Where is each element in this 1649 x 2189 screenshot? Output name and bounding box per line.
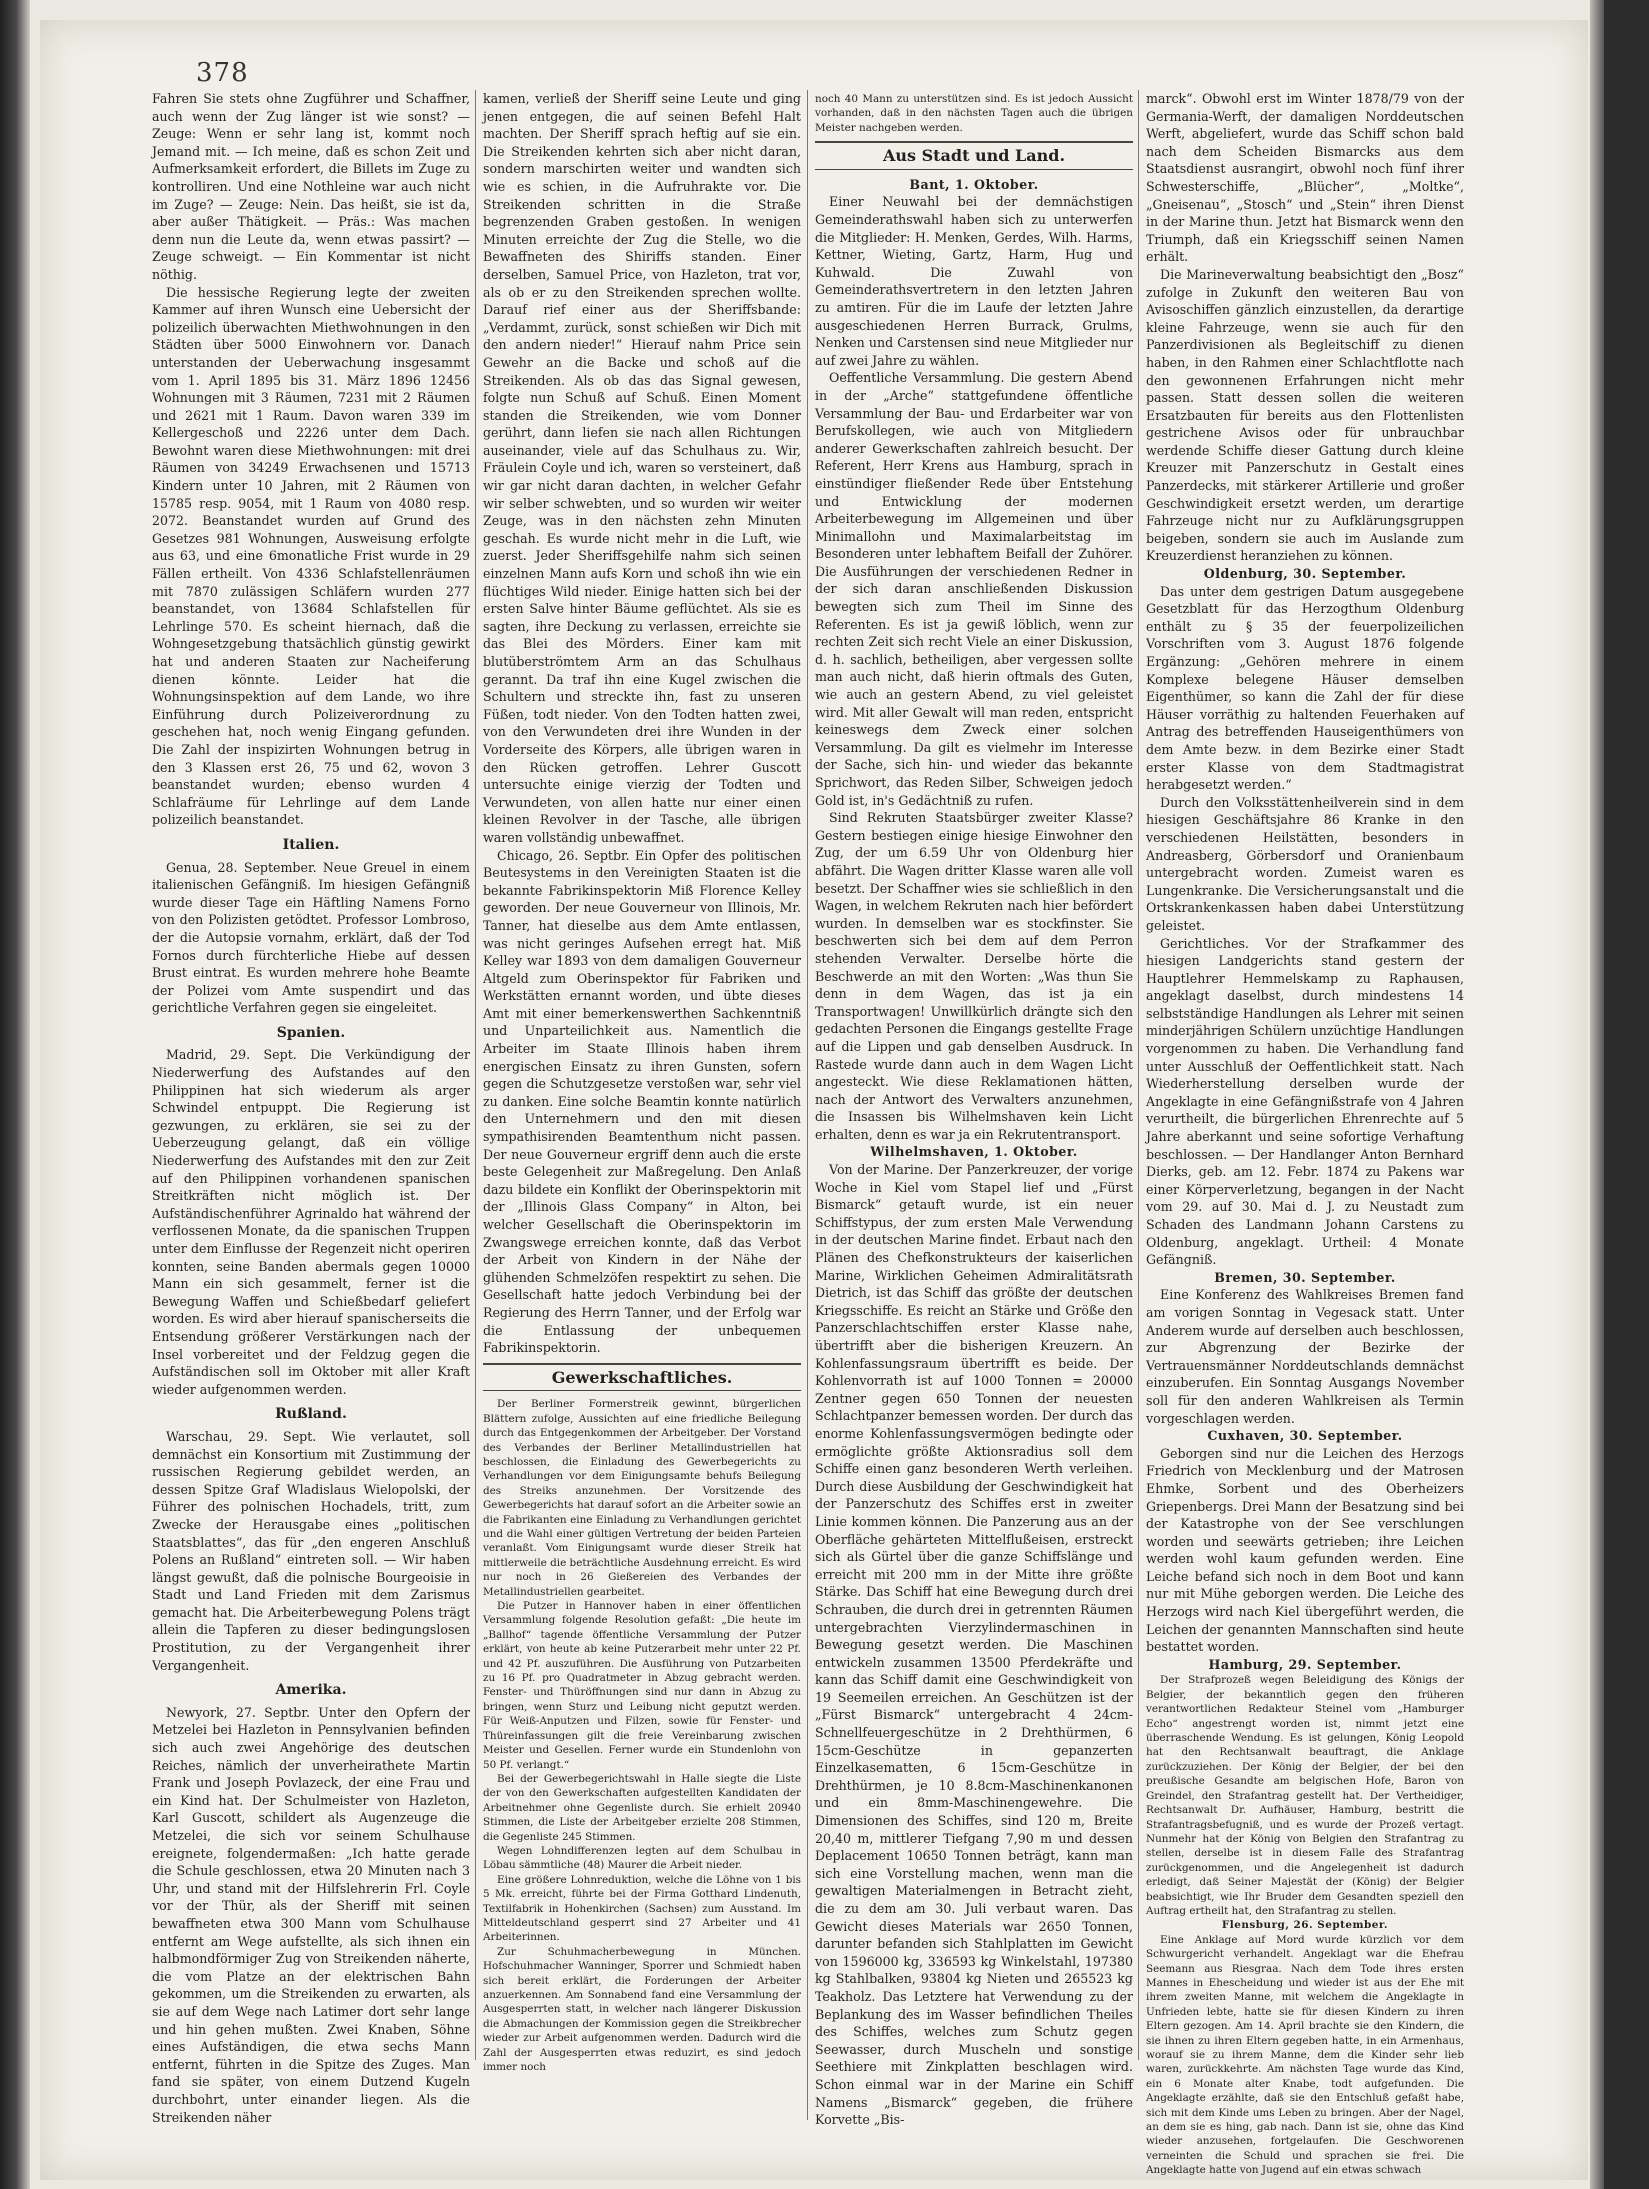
dateline: Bremen, 30. September. [1214, 1269, 1396, 1285]
article-text: Gerichtliches. Vor der Strafkammer des hiesigen Landgerichts stand gestern der Hauptlehrer Hemmelskamp zu Raphausen, angeklagt daselbst, durch mindestens 14 selbstständige Handlungen als Lehrer mit seinen minderjährigen Schülern unzüchtige Handlungen vorgenommen zu haben. Die Verhandlung fand unter Ausschluß der Oeffentlichkeit statt. Nach Wiederherstellung derselben wurde der Angeklagte in eine Gefängnißstrafe von 4 Jahren verurtheilt, die bürgerlichen Ehrenrechte auf 5 Jahre aberkannt und seine sofortige Verhaftung beschlossen. — Der Handlanger Anton Bernhard Dierks, geb. am 12. Febr. 1874 zu Pakens war einer Körperverletzung, begangen in der Nacht vom 29. auf 30. Mai d. J. zu Neustadt zum Schaden des Landmann Johann Carstens zu Oldenburg, angeklagt. Urtheil: 4 Monate Gefängniß. [1146, 935, 1464, 1268]
article-text: Oeffentliche Versammlung. Die gestern Abend in der „Arche“ stattgefundene öffentliche Versammlung der Bau- und Erdarbeiter war von Berufskollegen, wie auch von Mitgliedern anderer Gewerkschaften zahlreich besucht. Der Referent, Herr Krens aus Hamburg, sprach in einstündiger fließender Rede über Entstehung und Entwicklung der modernen Arbeiterbewegung im Allgemeinen und über Minimallohn und Maximalarbeitstag im Besonderen unter lebhaftem Beifall der Zuhörer. Die Ausführungen der verschiedenen Redner in der sich daran anschließenden Diskussion bewegten sich zum Theil im Sinne des Referenten. Es ist ja gewiß löblich, wenn zur rechten Zeit sich recht Viele an einer Diskussion, d. h. sachlich, betheiligen, aber vergessen sollte man auch nicht, daß hierin oftmals des Guten, wie auch an gestern Abend, zu viel geleistet wird. Mit aller Gewalt will man reden, entspricht keineswegs dem Zweck einer solchen Versammlung. Da gilt es vielmehr im Interesse der Sache, sich hin- und wieder das bekannte Sprichwort, das Reden Silber, Schweigen jedoch Gold ist, in's Gedächtniß zu rufen. [815, 370, 1133, 808]
dateline: Wilhelmshaven, 1. Oktober. [870, 1144, 1078, 1160]
article-text: Einer Neuwahl bei der demnächstigen Gemeinderathswahl haben sich zu unterwerfen die Mitglieder: H. Menken, Gerdes, Wilh. Harms, Kettner, Wieting, Gartz, Harm, Hug und Kuhwald. Die Zuwahl von Gemeinderathsvertretern in den letzten Jahren zu amtiren. Für die im Laufe der letzten Jahre ausgeschiedenen Herren Burrack, Grulms, Nenken und Carstensen sind neue Mitglieder nur auf zwei Jahre zu wählen. [815, 194, 1133, 368]
article-text: Die hessische Regierung legte der zweiten Kammer auf ihren Wunsch eine Uebersicht der polizeilich überwachten Miethwohnungen in den Städten über 5000 Einwohnern vor. Danach unterstanden der Ueberwachung insgesammt vom 1. April 1895 bis 31. März 1896 12456 Wohnungen mit 3 Räumen, 7231 mit 2 Räumen und 2621 mit 1 Raum. Davon waren 339 im Kellergeschoß und 2226 unter dem Dach. Bewohnt waren diese Miethwohnungen: mit drei Räumen von 34249 Erwachsenen und 15713 Kindern unter 10 Jahren, mit 2 Räumen von 15785 resp. 9054, mit 1 Raum von 4080 resp. 2072. Beanstandet wurden auf Grund des Gesetzes 981 Wohnungen, Ausweisung erfolgte aus 63, und eine 6monatliche Frist wurde in 29 Fällen ertheilt. Von 4336 Schlafstellenräumen mit 7870 zulässigen Schläfern wurden 277 beanstandet, von 13684 Schlafstellen für Lehrlinge 570. Es scheint hiernach, daß die Wohngesetzgebung thatsächlich günstig gewirkt hat und anderen Staaten zur Nacheiferung dienen könnte. Leider hat die Wohnungsinspektion auf dem Lande, wo ihre Einführung durch Polizeiverordnung zu geschehen hat, noch wenig Eingang gefunden. Die Zahl der inspizirten Wohnungen betrug in den 3 Klassen erst 26, 75 und 62, wovon 3 beanstandet wurden; ebenso wurden 4 Schlafräume für Lehrlinge auf dem Lande polizeilich beanstandet. [152, 284, 470, 828]
article-text: Zur Schuhmacherbewegung in München. Hofschuhmacher Wanninger, Sporrer und Schmiedt haben sich bereit erklärt, die Forderungen der Arbeiter anzuerkennen. Am Sonnabend fand eine Versammlung der Ausgesperrten statt, in welcher nach längerer Diskussion die Abmachungen der Kommission gegen die Streikbrecher wieder zur Arbeit aufgenommen werden. Dadurch wird die Zahl der Ausgesperrten etwas reduzirt, es sind jedoch immer noch [483, 1945, 801, 2074]
book-binding-shadow [0, 0, 30, 2189]
section-heading-gewerkschaftliches: Gewerkschaftliches. [483, 1363, 801, 1392]
dateline: Cuxhaven, 30. September. [1207, 1428, 1403, 1444]
section-heading-spanien: Spanien. [276, 1024, 346, 1041]
article-text: Genua, 28. September. Neue Greuel in einem italienischen Gefängniß. Im hiesigen Gefängniß wurde dieser Tage ein Häftling Namens Forno von den Polizisten getödtet. Professor Lombroso, der die Autopsie vornahm, erklärt, daß der Tod Fornos durch fürchterliche Hiebe auf dessen Brust eintrat. Es wurden mehrere hohe Beamte der Polizei vom Amte suspendirt und das gerichtliche Verfahren gegen sie eingeleitet. [152, 859, 470, 1016]
article-text: Fahren Sie stets ohne Zugführer und Schaffner, auch wenn der Zug länger ist wie sonst? — Zeuge: Wenn er sehr lang ist, kommt noch Jemand mit. — Ich meine, daß es schon Zeit und Aufmerksamkeit erfordert, die Billets im Zuge zu kontrolliren. Und eine Nothleine war auch nicht im Zuge? — Zeuge: Nein. Das heißt, sie ist da, aber außer Thätigkeit. — Präs.: Was machen denn nun die Leute da, wenn etwas passirt? — Zeuge schweigt. — Ein Kommentar ist nicht nöthig. [152, 91, 470, 282]
article-text: Durch den Volksstättenheilverein sind in dem hiesigen Geschäftsjahre 86 Kranke in den verschiedenen Heilstätten, besonders in Andreasberg, Görbersdorf und Oranienbaum untergebracht worden. Zumeist waren es Lungenkranke. Die Versicherungsanstalt und die Ortskrankenkassen haben dabei Unterstützung geleistet. [1146, 794, 1464, 933]
section-heading-russland: Rußland. [275, 1406, 347, 1423]
page-number: 378 [196, 58, 249, 88]
page-edge-shadow [1590, 0, 1649, 2189]
section-heading-aus-stadt-und-land: Aus Stadt und Land. [815, 141, 1133, 170]
dateline: Hamburg, 29. September. [1208, 1656, 1402, 1672]
column-rule-1 [475, 90, 476, 2060]
article-text: Eine Konferenz des Wahlkreises Bremen fand am vorigen Sonntag in Vegesack statt. Unter Anderem wurde auf derselben auch beschlossen, zur Abgrenzung der Bezirke der Vertrauensmänner Norddeutschlands demnächst einzuberufen. Ein Sonntag Ausgangs November soll für den anderen Wahlkreisen als Termin vorgeschlagen werden. [1146, 1287, 1464, 1426]
column-3 [815, 92, 1133, 2132]
article-text: marck“. Obwohl erst im Winter 1878/79 von der Germania-Werft, der damaligen Norddeutschen Werft, abgeliefert, wurde das Schiff schon bald nach dem Scheiden Bismarcks aus dem Staatsdienst ausrangirt, obwohl noch fünf ihrer Schwesterschiffe, „Blücher“, „Moltke“, „Gneisenau“, „Stosch“ und „Stein“ ihren Dienst in der Marine thun. Jetzt hat Bismarck wenn den Triumph, daß ein Kriegsschiff seinen Namen erhält. [1146, 91, 1464, 265]
article-text: Die Marineverwaltung beabsichtigt den „Bosz“ zufolge in Zukunft den weiteren Bau von Avisoschiffen gänzlich einzustellen, da derartige kleine Fahrzeuge, wenn sie auch für den Panzerdivisionen als Begleitschiff zu dienen haben, in den Rahmen einer Schlachtflotte nach den gewonnenen Erfahrungen nicht mehr passen. Statt dessen sollen die weiteren Ersatzbauten für bereits aus den Flottenlisten gestrichene Avisos oder für unbrauchbar werdende Schiffe dieser Gattung durch kleine Kreuzer mit Panzerschutz in Gestalt eines Panzerdecks, mit stärkerer Artillerie und großer Geschwindigkeit ersetzt werden, um derartige Fahrzeuge nicht nur zu Aufklärungsgruppen beigeben, sondern sie auch im Auslande zum Kreuzerdienst heranziehen zu können. [1146, 266, 1464, 564]
article-text: Eine Anklage auf Mord wurde kürzlich vor dem Schwurgericht verhandelt. Angeklagt war die Ehefrau Seemann aus Riesgraa. Nach dem Tode ihres ersten Mannes in Ehescheidung und wieder ist aus der Ehe mit ihrem zweiten Manne, mit welchem die Angeklagte in Unfrieden lebte, hatte sie für diesen Kindern zu ihren Eltern gezogen. Am 14. April brachte sie den Kindern, die sie ihnen zu ihren Eltern gegeben hatte, in ein Armenhaus, worauf sie zu ihrem Manne, dem die Kinder sehr lieb waren, zurückkehrte. Am nächsten Tage wurde das Kind, ein 6 Monate alter Knabe, todt aufgefunden. Die Angeklagte erzählte, daß sie den Entschluß gefaßt habe, sich mit dem Kinde ums Leben zu bringen. Aber der Nagel, an dem sie es hing, gab nach. Dann ist sie, ohne das Kind wieder anzusehen, fortgelaufen. Die Geschworenen verneinten die Schuld und sprachen sie frei. Die Angeklagte hatte von Jugend auf ein etwas schwach [1146, 1933, 1464, 2177]
section-heading-italien: Italien. [282, 836, 340, 853]
dateline: Bant, 1. Oktober. [909, 176, 1039, 192]
article-text: Madrid, 29. Sept. Die Verkündigung der Niederwerfung des Aufstandes auf den Philippinen hat sich wiederum als arger Schwindel entpuppt. Die Regierung ist gezwungen, zu erklären, sie sei zu der Ueberzeugung gelangt, daß ein völlige Niederwerfung des Aufstandes mit den zur Zeit auf den Philippinen vorhandenen spanischen Streitkräften nicht möglich ist. Der Aufständischenführer Agrinaldo hat während der verflossenen Monate, da die spanischen Truppen unter dem Einflusse der Regenzeit nicht operiren konnten, seine Banden abermals gegen 10000 Mann ein sich gesammelt, ferner ist die Bewegung Waffen und Schießbedarf geliefert worden. Es wird aber hierauf spanischerseits die Entsendung größerer Verstärkungen nach der Insel vorbereitet und der Feldzug gegen die Aufständischen soll im Oktober mit aller Kraft wieder aufgenommen werden. [152, 1047, 470, 1397]
column-4 [1146, 90, 1464, 2177]
article-text: Wegen Lohndifferenzen legten auf dem Schulbau in Löbau sämmtliche (48) Maurer die Arbeit nieder. [483, 1844, 801, 1872]
article-text: Der Berliner Formerstreik gewinnt, bürgerlichen Blättern zufolge, Aussichten auf eine friedliche Beilegung durch das Entgegenkommen der Arbeitgeber. Der Vorstand des Verbandes der Berliner Metallindustriellen hat beschlossen, die Einladung des Gewerbegerichts zu Verhandlungen vor dem Einigungsamte behufs Beilegung des Streiks anzunehmen. Der Vorsitzende des Gewerbegerichts hat darauf sofort an die Arbeiter sowie an die Fabrikanten eine Einladung zu Verhandlungen gerichtet und die Wahl einer gültigen Vertretung der beiden Parteien veranlaßt. Vom Einigungsamt wurde dieser Streik hat mittlerweile die beträchtliche Ausdehnung erreicht. Es wird nur noch in 26 Gießereien des Verbandes der Metallindustriellen gearbeitet. [483, 1398, 801, 1598]
article-text: Eine größere Lohnreduktion, welche die Löhne von 1 bis 5 Mk. erreicht, führte bei der Firma Gotthard Lindenuth, Textilfabrik in Hohenkirchen (Sachsen) zum Ausstand. Im Mitteldeutschland gesperrt sind 27 Arbeiter und 41 Arbeiterinnen. [483, 1873, 801, 1944]
article-text: kamen, verließ der Sheriff seine Leute und ging jenen entgegen, die auf seinen Befehl Halt machten. Der Sheriff sprach heftig auf sie ein. Die Streikenden kehrten sich aber nicht daran, sondern marschirten weiter und wandten sich wie es schien, in die Aufruhrakte vor. Die Streikenden schritten in die Straße begrenzenden Graben gestoßen. In wenigen Minuten erreichte der Zug die Stelle, wo die Bewaffneten des Shiriffs standen. Einer derselben, Samuel Price, von Hazleton, trat vor, als ob er zu den Streikenden sprechen wollte. Darauf rief einer aus der Sheriffsbande: „Verdammt, zurück, sonst schießen wir Dich mit den andern nieder!“ Hierauf nahm Price sein Gewehr an die Backe und schoß auf die Streikenden. Als ob das das Signal gewesen, folgte nun Schuß auf Schuß. Einen Moment standen die Streikenden, wie vom Donner gerührt, dann liefen sie nach allen Richtungen auseinander, viele auf das Schulhaus zu. Wir, Fräulein Coyle und ich, waren so versteinert, daß wir gar nicht daran dachten, in welcher Gefahr wir selber schwebten, und so wurden wir weiter Zeuge, was in den nächsten zehn Minuten geschah. Es wurde nicht mehr in die Luft, wie zuerst. Jeder Sheriffsgehilfe nahm sich seinen einzelnen Mann aufs Korn und schoß ihn wie ein flüchtiges Wild nieder. Einige hatten sich bei der ersten Salve hinter Bäume geflüchtet. Als sie es sagten, ihre Deckung zu verlassen, erreichte sie das Blei des Mörders. Einer kam mit blutüberströmtem Arm an das Schulhaus gerannt. Da traf ihn eine Kugel zwischen die Schultern und streckte ihn, fast zu unseren Füßen, todt nieder. Von den Todten hatten zwei, von den Verwundeten drei ihre Wunden in der Vorderseite des Körpers, alle übrigen waren in den Rücken getroffen. Lehrer Guscott untersuchte einige vierzig der Todten und Verwundeten, von allen hatte nur einer einen kleinen Revolver in der Tasche, alle übrigen waren vollständig unbewaffnet. [483, 91, 801, 845]
section-heading-amerika: Amerika. [275, 1682, 347, 1699]
dateline: Flensburg, 26. September. [1221, 1919, 1389, 1932]
column-rule-2 [807, 90, 808, 2120]
column-rule-3 [1138, 90, 1139, 2060]
article-text: Bei der Gewerbegerichtswahl in Halle siegte die Liste der von den Gewerkschaften aufgestellten Kandidaten der Arbeitnehmer ohne Gegenliste durch. Sie erhielt 20940 Stimmen, die Liste der Arbeitgeber erzielte 208 Stimmen, die Gegenliste 245 Stimmen. [483, 1772, 801, 1843]
article-text: noch 40 Mann zu unterstützen sind. Es ist jedoch Aussicht vorhanden, daß in den nächsten Tagen auch die übrigen Meister nachgeben werden. [815, 93, 1133, 134]
article-text: Sind Rekruten Staatsbürger zweiter Klasse? Gestern bestiegen einige hiesige Einwohner den Zug, der um 6.59 Uhr von Oldenburg hier abfährt. Die Wagen dritter Klasse waren alle voll besetzt. Der Schaffner wies sie schließlich in den Wagen, in welchem Rekruten nach hier befördert wurden. In demselben war es stockfinster. Sie beschwerten sich bei dem auf dem Perron stehenden Verwalter. Derselbe hörte die Beschwerde an mit den Worten: „Was thun Sie denn in dem Wagen, das ist ja ein Transportwagen! Unwillkürlich drängte sich den gedachten Personen die Eingangs gestellte Frage auf die Lippen und gab denselben Ausdruck. In Rastede wurde dann auch in dem Wagen Licht angesteckt. Wie diese Reklamationen hätten, nach der Antwort des Verwalters anzunehmen, die Insassen bis Wilhelmshaven kein Licht erhalten, denn es war ja ein Rekrutentransport. [815, 810, 1133, 1142]
article-text: Newyork, 27. Septbr. Unter den Opfern der Metzelei bei Hazleton in Pennsylvanien befinden sich auch zwei Angehörige des deutschen Reiches, nämlich der unverheirathete Martin Frank und Joseph Povlazeck, der eine Frau und ein Kind hat. Der Schulmeister von Hazleton, Karl Guscott, schildert als Augenzeuge die Metzelei, die sich vor seinem Schulhause ereignete, folgendermaßen: „Ich hatte gerade die Schule geschlossen, etwa 20 Minuten nach 3 Uhr, und stand mit der Hilfslehrerin Frl. Coyle vor der Thür, als der Sheriff mit seinen bewaffneten etwa 300 Mann vom Schulhause entfernt am Wege aufstellte, als sich ihnen ein halbmondförmiger Zug von Streikenden näherte, die vom Platze an der elektrischen Bahn gekommen, um die Streikenden zu erwarten, als sie auf dem Wege nach Latimer dort sehr lange und hin gehen mußten. Zwei Knaben, Söhne eines Aufständigen, die etwa sechs Mann entfernt, führten in die Spitze des Zuges. Man fand sie später, von einem Dutzend Kugeln durchbohrt, unter einander liegen. Als die Streikenden näher [152, 1704, 470, 2125]
column-1 [152, 90, 470, 2125]
article-text: Der Strafprozeß wegen Beleidigung des Königs der Belgier, der bekanntlich gegen den früheren verantwortlichen Redakteur Steinel vom „Hamburger Echo“ angestrengt worden ist, nimmt jetzt eine überraschende Wendung. Es ist gelungen, König Leopold hat den Rechtsanwalt beauftragt, die Anklage zurückzuziehen. Der König der Belgier, der bei den preußische Gesandte am belgischen Hofe, Baron von Greindel, den Strafantrag gestellt hat. Der Vertheidiger, Rechtsanwalt Dr. Aufhäuser, Hamburg, bestritt die Strafantragsbefugniß, und es wurde der Prozeß vertagt. Nunmehr hat der König von Belgien den Strafantrag zu stellen, derselbe ist in diesem Falle des Strafantrag zurückgenommen, und die Angelegenheit ist dadurch erledigt, daß Seiner Majestät der (König) der Belgier beabsichtigt, wie Ihr Bruder dem Gesandten speziell den Auftrag ertheilt hat, den Strafantrag zu stellen. [1146, 1674, 1464, 1917]
article-text: Chicago, 26. Septbr. Ein Opfer des politischen Beutesystems in den Vereinigten Staaten ist die bekannte Fabrikinspektorin Miß Florence Kelley geworden. Der neue Gouverneur von Illinois, Mr. Tanner, hat dieselbe aus dem Amte entlassen, was nicht geringes Aufsehen erregt hat. Miß Kelley war 1893 von dem damaligen Gouverneur Altgeld zum Oberinspektor für Fabriken und Werkstätten ernannt worden, und übte dieses Amt mit einer bemerkenswerthen Sachkenntniß und Unparteilichkeit aus. Namentlich die Arbeiter im Staate Illinois haben ihrem energischen Einsatz zu ihren Gunsten, sofern gegen die Schutzgesetze verstoßen war, sehr viel zu danken. Eine solche Beamtin konnte natürlich den Unternehmern und den mit diesen sympathisirenden Beamtenthum nicht passen. Der neue Gouverneur ergriff denn auch die erste beste Gelegenheit zur Maßregelung. Den Anlaß dazu bildete ein Konflikt der Oberinspektorin mit der „Illinois Glass Company“ in Alton, bei welcher Gesellschaft die Oberinspektorin im Zwangswege erreichen konnte, daß das Verbot der Arbeit von Kindern in der Nähe der glühenden Schmelzöfen respektirt zu sehen. Die Gesellschaft hatte jedoch Verbindung bei der Regierung des Herrn Tanner, und der Erfolg war die Entlassung der unbequemen Fabrikinspektorin. [483, 847, 801, 1356]
dateline: Oldenburg, 30. September. [1203, 566, 1407, 582]
column-2 [483, 90, 801, 2074]
article-text: Von der Marine. Der Panzerkreuzer, der vorige Woche in Kiel vom Stapel lief und „Fürst Bismarck“ getauft wurde, ist ein neuer Schiffstypus, der zum ersten Male Verwendung in der deutschen Marine findet. Erbaut nach den Plänen des Chefkonstrukteurs der kaiserlichen Marine, Wirklichen Geheimen Admiralitätsrath Dietrich, ist das Schiff das größte der deutschen Kriegsschiffe. Es reicht an Stärke und Größe den Panzerschlachtschiffen erster Klasse nahe, übertrifft aber die bisherigen Kreuzern. An Kohlenfassungsraum übertrifft es beide. Der Kohlenvorrath ist auf 1000 Tonnen = 20000 Zentner gegen 650 Tonnen der neuesten Schlachtpanzer bemessen worden. Der durch das enorme Kohlenfassungsvermögen bedingte oder ermöglichte größte Aktionsradius soll dem Schiffe einen ganz besonderen Werth verleihen. Durch diese Ausbildung der Geschwindigkeit hat der Panzerschutz des Schiffes erst in zweiter Linie kommen können. Die Panzerung aus an der Oberfläche gehärteten Mittelflußeisen, erstreckt sich als Gürtel über die ganze Schiffslänge und erreicht mit 200 mm in der Mitte ihre größte Stärke. Das Schiff hat eine Bewegung durch drei Schrauben, die durch drei in getrennten Räumen untergebrachten Vierzylindermaschinen in Bewegung gesetzt werden. Die Maschinen entwickeln zusammen 13500 Pferdekräfte und kann das Schiff damit eine Geschwindigkeit von 19 Seemeilen erreichen. An Geschützen ist der „Fürst Bismarck“ untergebracht 4 24cm-Schnellfeuergeschütze in 2 Drehthürmen, 6 15cm-Geschütze in gepanzerten Einzelkasematten, 6 15cm-Geschütze in Drehthürmen, je 10 8.8cm-Maschinenkanonen und ein 8mm-Maschinengewehre. Die Dimensionen des Schiffes, sind 120 m, Breite 20,40 m, mittlerer Tiefgang 7,90 m und dessen Deplacement 10650 Tonnen beträgt, kann man sich eine Vorstellung machen, wenn man die gewaltigen Materialmengen in Betracht zieht, die zu dem am 30. Juli verbaut waren. Das Gewicht dieses Materials war 2650 Tonnen, darunter befanden sich Stahlplatten im Gewicht von 1596000 kg, 336593 kg Winkelstahl, 197380 kg Stahlbalken, 93804 kg Nieten und 265523 kg Teakholz. Das Letztere hat Verwendung zu der Beplankung des im Wasser befindlichen Theiles des Schiffes, welches zum Schutz gegen Seewasser, durch Muscheln und sonstige Seethiere mit Zinkplatten beschlagen wird. Schon einmal war in der Marine ein Schiff Namens „Bismarck“ gegeben, die frühere Korvette „Bis- [815, 1162, 1133, 2128]
article-text: Geborgen sind nur die Leichen des Herzogs Friedrich von Mecklenburg und der Matrosen Ehmke, Sorbent und des Oberheizers Griepenbergs. Drei Mann der Besatzung sind bei der Katastrophe von der See verschlungen worden und seewärts getrieben; ihre Leichen werden wohl kaum gefunden werden. Eine Leiche befand sich noch in dem Boot und kann nur mit Mühe geborgen werden. Die Leiche des Herzogs wird nach Kiel übergeführt werden, die Leichen der genannten Mannschaften sind heute bestattet worden. [1146, 1445, 1464, 1655]
article-text: Warschau, 29. Sept. Wie verlautet, soll demnächst ein Konsortium mit Zustimmung der russischen Regierung gebildet werden, an dessen Spitze Graf Wladislaus Wielopolski, der Führer des polnischen Hochadels, tritt, zum Zwecke der Herausgabe eines „politischen Staatsblattes“, das für „den engeren Anschluß Polens an Rußland“ eintreten soll. — Wir haben längst gewußt, daß die polnische Bourgeoisie in Stadt und Land Frieden mit dem Zarismus gemacht hat. Die Arbeiterbewegung Polens trägt allein die Tapferen zu dieser bedingungslosen Prostitution, zu der Vergangenheit ihrer Vergangenheit. [152, 1428, 470, 1673]
article-text: Das unter dem gestrigen Datum ausgegebene Gesetzblatt für das Herzogthum Oldenburg enthält zu § 35 der feuerpolizeilichen Vorschriften vom 3. August 1876 folgende Ergänzung: „Gehören mehrere in einem Komplexe belegene Häuser demselben Eigenthümer, so kann die Zahl der für diese Häuser vorräthig zu haltenden Feuerhaken auf Antrag des betreffenden Hauseigenthümers von dem Amte bezw. in dem Bezirke einer Stadt erster Klasse von dem Stadtmagistrat herabgesetzt werden.“ [1146, 583, 1464, 793]
article-text: Die Putzer in Hannover haben in einer öffentlichen Versammlung folgende Resolution gefaßt: „Die heute im „Ballhof“ tagende öffentliche Versammlung der Putzer erklärt, von heute ab keine Putzerarbeit mehr unter 22 Pf. und 42 Pf. auszuführen. Die Ausführung von Putzarbeiten zu 16 Pf. pro Quadratmeter in Abzug gebracht werden. Fenster- und Thüröffnungen sind nur dann in Abzug zu bringen, wenn Sturz und Leibung nicht geputzt werden. Für Weiß-Anputzen und Filzen, sowie für Fenster- und Thüreinfassungen gilt die freie Vereinbarung zwischen Meister und Gesellen. Ferner wurde ein Stundenlohn von 50 Pf. verlangt.“ [483, 1600, 801, 1771]
